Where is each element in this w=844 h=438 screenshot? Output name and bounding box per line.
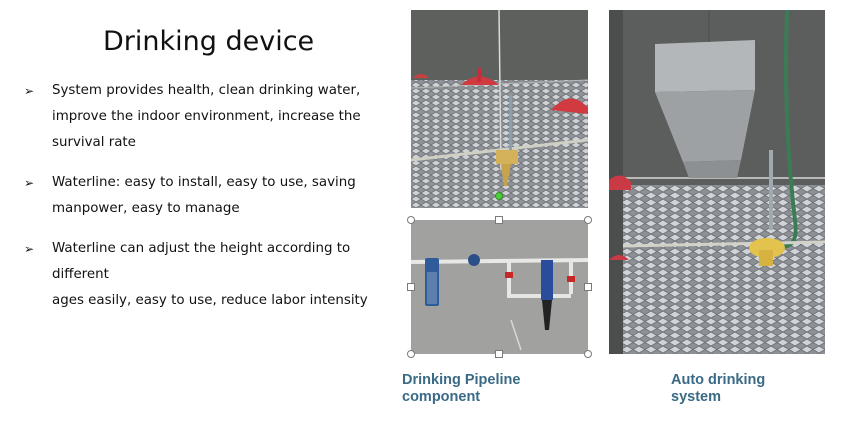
bullet-list — [24, 78, 384, 328]
resize-handle-top-left[interactable] — [407, 216, 415, 224]
caption-line: component — [402, 389, 481, 405]
bullet-item — [24, 170, 384, 222]
arrow-bullet-icon: ➢ — [24, 84, 35, 98]
drinker-line-photo — [411, 10, 588, 208]
bullet-line: System provides health, clean drinking water, — [52, 83, 361, 98]
bullet-line: improve the indoor environment, increase the — [52, 109, 361, 124]
bullet-line: Waterline: easy to install, easy to use, saving — [52, 175, 356, 190]
pipeline-caption — [402, 372, 520, 406]
bullet-line: manpower, easy to manage — [52, 201, 240, 216]
bullet-line: ages easily, easy to use, reduce labor intensity — [52, 293, 368, 308]
arrow-bullet-icon: ➢ — [24, 176, 35, 190]
resize-handle-bottom-right[interactable] — [584, 350, 592, 358]
bullet-line: survival rate — [52, 135, 136, 150]
auto-drinking-caption — [671, 372, 765, 406]
bullet-item — [24, 236, 384, 314]
resize-handle-top-right[interactable] — [584, 216, 592, 224]
resize-handle-top[interactable] — [495, 216, 503, 224]
arrow-bullet-icon: ➢ — [24, 242, 35, 256]
bullet-line: Waterline can adjust the height according to different — [52, 241, 351, 282]
rotation-handle[interactable] — [495, 192, 503, 200]
resize-handle-bottom[interactable] — [495, 350, 503, 358]
resize-handle-right[interactable] — [584, 283, 592, 291]
caption-line: system — [671, 389, 721, 405]
slide-title: Drinking device — [103, 26, 315, 57]
resize-handle-left[interactable] — [407, 283, 415, 291]
resize-handle-bottom-left[interactable] — [407, 350, 415, 358]
auto-drinking-photo — [609, 10, 825, 354]
pipeline-component-photo — [411, 220, 588, 354]
caption-line: Auto drinking — [671, 372, 766, 388]
caption-line: Drinking Pipeline — [402, 372, 521, 388]
bullet-item — [24, 78, 384, 156]
